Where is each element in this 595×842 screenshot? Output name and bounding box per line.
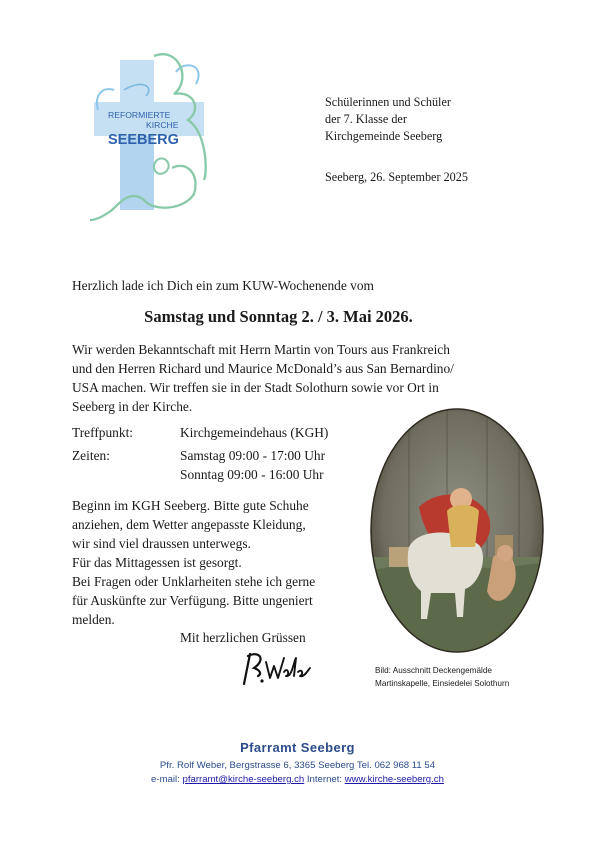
- closing-greeting: Mit herzlichen Grüssen: [180, 630, 306, 645]
- ceiling-painting-image: [369, 407, 545, 654]
- paragraph-line: Seeberg in der Kirche.: [72, 399, 193, 414]
- footer-address: Pfr. Rolf Weber, Bergstrasse 6, 3365 Seeberg Tel. 062 968 11 54: [159, 760, 436, 771]
- handwritten-signature: [238, 648, 314, 688]
- internet-label: Internet:: [304, 774, 345, 785]
- description-paragraph: [72, 340, 454, 416]
- paragraph-line: und den Herren Richard und Maurice McDonald’s aus San Bernardino/: [72, 361, 454, 376]
- footer: [0, 740, 595, 787]
- paragraph-line: anziehen, dem Wetter angepasste Kleidung,: [72, 517, 306, 532]
- headline-text: Samstag und Sonntag 2. / 3. Mai 2026.: [144, 307, 413, 326]
- email-link[interactable]: pfarramt@kirche-seeberg.ch: [182, 774, 305, 785]
- meeting-point-value: Kirchgemeindehaus (KGH): [180, 425, 329, 440]
- details-paragraph: [72, 496, 315, 629]
- sender-line: der 7. Klasse der: [325, 112, 407, 126]
- paragraph-line: USA machen. Wir treffen sie in der Stadt Solothurn sowie vor Ort in: [72, 380, 439, 395]
- footer-title: Pfarramt Seeberg: [240, 740, 355, 755]
- time-saturday: Samstag 09:00 - 17:00 Uhr: [180, 448, 326, 463]
- sender-line: Schülerinnen und Schüler: [325, 95, 451, 109]
- time-sunday: Sonntag 09:00 - 16:00 Uhr: [180, 467, 324, 482]
- logo-line2: KIRCHE: [146, 120, 179, 130]
- church-logo: [84, 50, 216, 225]
- paragraph-line: für Auskünfte zur Verfügung. Bitte ungeniert: [72, 593, 313, 608]
- email-label: e-mail:: [151, 774, 183, 785]
- paragraph-line: Bei Fragen oder Unklarheiten stehe ich gerne: [72, 574, 316, 589]
- caption-line: Bild: Ausschnitt Deckengemälde: [375, 666, 492, 675]
- sender-line: Kirchgemeinde Seeberg: [325, 129, 443, 143]
- logo-line1: REFORMIERTE: [108, 110, 171, 120]
- letter-date: Seeberg, 26. September 2025: [325, 170, 468, 184]
- paragraph-line: Beginn im KGH Seeberg. Bitte gute Schuhe: [72, 498, 309, 513]
- meeting-point-label: Treffpunkt:: [72, 425, 134, 440]
- caption-line: Martinskapelle, Einsiedelei Solothurn: [375, 679, 510, 688]
- intro-text: Herzlich lade ich Dich ein zum KUW-Wochenende vom: [72, 278, 374, 293]
- times-label: Zeiten:: [72, 448, 110, 463]
- paragraph-line: melden.: [72, 612, 115, 627]
- event-date-headline: [0, 307, 595, 327]
- paragraph-line: Wir werden Bekanntschaft mit Herrn Martin von Tours aus Frankreich: [72, 342, 450, 357]
- paragraph-line: Für das Mittagessen ist gesorgt.: [72, 555, 242, 570]
- website-link[interactable]: www.kirche-seeberg.ch: [344, 774, 444, 785]
- logo-line3: SEEBERG: [108, 132, 179, 148]
- paragraph-line: wir sind viel draussen unterwegs.: [72, 536, 251, 551]
- footer-contact: [0, 773, 595, 787]
- image-caption: [375, 664, 509, 690]
- sender-block: [325, 94, 451, 145]
